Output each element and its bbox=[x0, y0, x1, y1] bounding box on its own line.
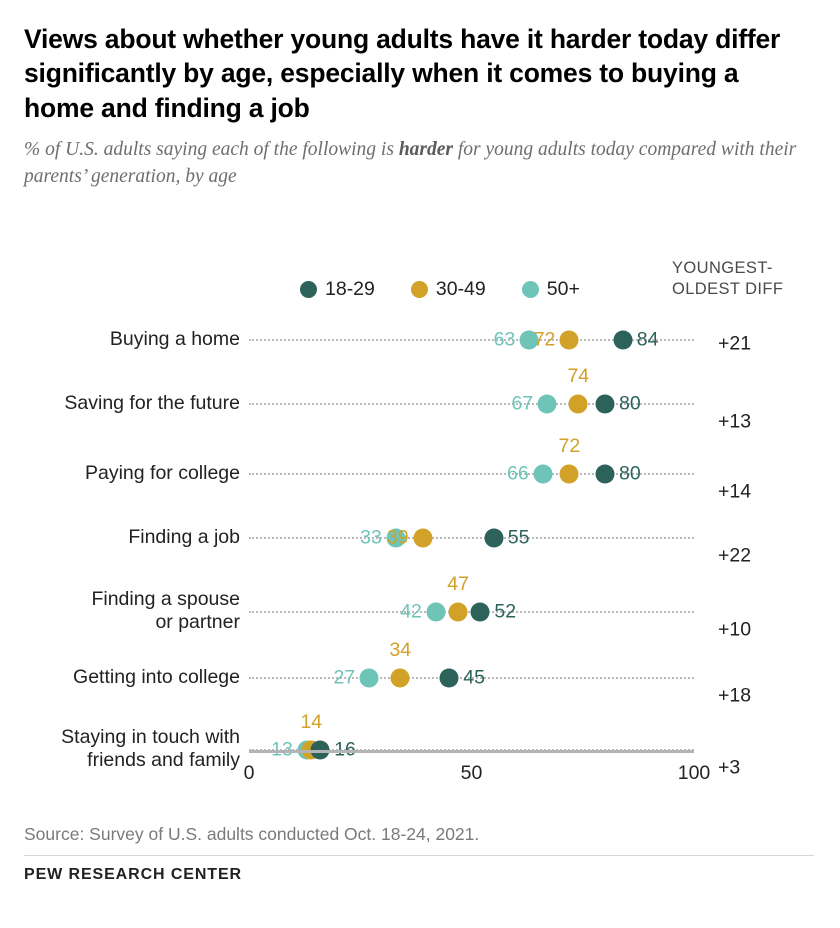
value-label-18-29: 55 bbox=[507, 526, 530, 549]
x-axis-tick: 50 bbox=[460, 762, 483, 784]
diff-value: +21 bbox=[718, 332, 752, 355]
diff-header-line1: YOUNGEST- bbox=[672, 259, 773, 277]
footer-divider bbox=[24, 855, 814, 856]
value-label-30-49: 14 bbox=[300, 711, 323, 733]
data-point-50plus[interactable] bbox=[360, 669, 379, 688]
subtitle-part1: % of U.S. adults saying each of the following is bbox=[24, 139, 399, 161]
category-label: Finding a job bbox=[128, 526, 240, 548]
category-label: Buying a home bbox=[109, 328, 240, 350]
data-point-18-29[interactable] bbox=[596, 395, 615, 414]
legend-item-50-plus[interactable] bbox=[522, 278, 580, 301]
x-axis-tick: 100 bbox=[677, 762, 711, 784]
value-label-50plus: 42 bbox=[400, 600, 422, 623]
data-point-18-29[interactable] bbox=[596, 465, 615, 484]
subtitle bbox=[24, 137, 816, 190]
value-label-18-29: 84 bbox=[636, 328, 659, 351]
diff-value: +3 bbox=[718, 756, 741, 779]
category-label: Staying in touch with friends and family bbox=[61, 726, 240, 771]
data-point-18-29[interactable] bbox=[440, 669, 459, 688]
subtitle-part2: for young adults today compared with their parents’ generation, by age bbox=[24, 139, 797, 187]
diff-value: +13 bbox=[718, 410, 752, 433]
legend-dot-icon bbox=[300, 281, 317, 298]
data-point-30-49[interactable] bbox=[449, 603, 468, 622]
diff-header-line2: OLDEST DIFF bbox=[672, 280, 784, 299]
data-point-30-49[interactable] bbox=[560, 331, 579, 350]
diff-value: +22 bbox=[718, 544, 752, 567]
value-label-30-49: 34 bbox=[389, 639, 412, 661]
value-label-30-49: 72 bbox=[533, 328, 556, 351]
category-label: Paying for college bbox=[84, 462, 240, 484]
value-label-18-29: 52 bbox=[494, 600, 517, 623]
data-point-18-29[interactable] bbox=[471, 603, 490, 622]
value-label-30-49: 39 bbox=[386, 526, 409, 549]
value-label-18-29: 80 bbox=[619, 392, 641, 415]
row-guide-line bbox=[249, 537, 694, 539]
source-note: Source: Survey of U.S. adults conducted Oct. 18-24, 2021. bbox=[24, 824, 480, 844]
page-title: Views about whether young adults have it harder today differ significantly by age, especially when it comes to buying a home and finding a job bbox=[24, 24, 781, 123]
data-point-30-49[interactable] bbox=[391, 669, 410, 688]
data-point-30-49[interactable] bbox=[560, 465, 579, 484]
data-point-18-29[interactable] bbox=[613, 331, 632, 350]
category-label: Finding a spouse or partner bbox=[91, 588, 240, 633]
legend-dot-icon bbox=[411, 281, 428, 298]
legend-dot-icon bbox=[522, 281, 539, 298]
legend-label: 30-49 bbox=[435, 278, 486, 300]
value-label-50plus: 66 bbox=[506, 462, 529, 485]
subtitle-emphasis: harder bbox=[398, 139, 454, 161]
category-label: Getting into college bbox=[73, 666, 240, 688]
chart-footer bbox=[24, 824, 814, 884]
category-label: Saving for the future bbox=[64, 392, 240, 414]
data-point-30-49[interactable] bbox=[413, 529, 432, 548]
data-point-30-49[interactable] bbox=[569, 395, 588, 414]
diff-value: +14 bbox=[718, 480, 752, 503]
value-label-18-29: 80 bbox=[619, 462, 641, 485]
value-label-30-49: 47 bbox=[447, 573, 469, 595]
brand-label: PEW RESEARCH CENTER bbox=[24, 866, 243, 883]
diff-value: +18 bbox=[718, 684, 752, 707]
chart-legend bbox=[300, 278, 580, 301]
x-axis-tick: 0 bbox=[243, 762, 255, 784]
value-label-30-49: 72 bbox=[558, 435, 581, 457]
diff-column-header bbox=[672, 258, 822, 300]
data-point-50plus[interactable] bbox=[538, 395, 557, 414]
legend-item-30-49[interactable] bbox=[411, 278, 486, 301]
value-label-50plus: 27 bbox=[333, 666, 356, 689]
value-label-50plus: 33 bbox=[360, 526, 382, 549]
value-label-18-29: 45 bbox=[463, 666, 485, 689]
diff-value: +10 bbox=[718, 618, 752, 641]
legend-item-18-29[interactable] bbox=[300, 278, 375, 301]
data-point-50plus[interactable] bbox=[426, 603, 445, 622]
value-label-50plus: 63 bbox=[493, 328, 516, 351]
value-label-30-49: 74 bbox=[567, 365, 590, 387]
data-point-18-29[interactable] bbox=[484, 529, 503, 548]
value-label-50plus: 67 bbox=[511, 392, 534, 415]
data-point-50plus[interactable] bbox=[533, 465, 552, 484]
legend-label: 18-29 bbox=[325, 278, 375, 300]
legend-label: 50+ bbox=[546, 278, 580, 300]
x-axis-line bbox=[249, 750, 694, 753]
